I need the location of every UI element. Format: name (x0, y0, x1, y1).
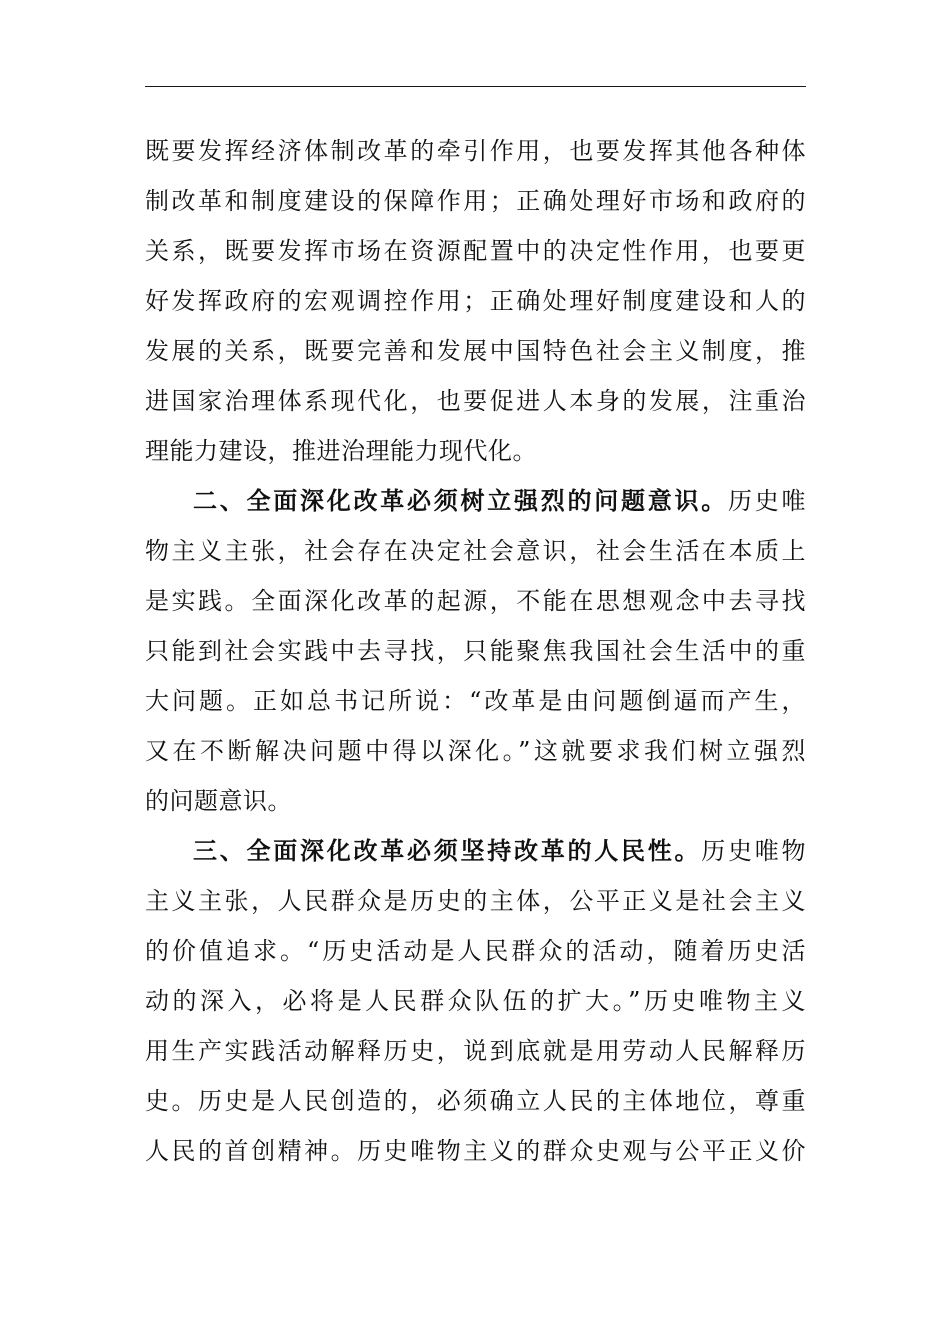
text-line: 又在不断解决问题中得以深化。”这就要求我们树立强烈 (145, 737, 806, 765)
text-line: 大问题。正如总书记所说：“改革是由问题倒逼而产生， (145, 687, 806, 715)
header-rule (145, 86, 806, 87)
paragraph-first-line (145, 826, 806, 876)
section-heading: 二、全面深化改革必须树立强烈的问题意识。 (193, 486, 728, 515)
text-line: 的问题意识。 (145, 787, 292, 815)
text-run: 历史唯 (728, 487, 806, 515)
text-line: 发展的关系，既要完善和发展中国特色社会主义制度，推 (145, 337, 806, 365)
text-line: 史。历史是人民创造的，必须确立人民的主体地位，尊重 (145, 1087, 806, 1115)
text-line: 好发挥政府的宏观调控作用；正确处理好制度建设和人的 (145, 287, 806, 315)
paragraph-3 (145, 826, 806, 1176)
text-line: 人民的首创精神。历史唯物主义的群众史观与公平正义价 (145, 1137, 806, 1165)
text-line: 理能力建设，推进治理能力现代化。 (145, 437, 537, 465)
text-line: 用生产实践活动解释历史，说到底就是用劳动人民解释历 (145, 1037, 806, 1065)
paragraph-1 (145, 126, 806, 476)
text-line: 物主义主张，社会存在决定社会意识，社会生活在本质上 (145, 537, 806, 565)
text-line: 制改革和制度建设的保障作用；正确处理好市场和政府的 (145, 187, 806, 215)
text-line: 既要发挥经济体制改革的牵引作用，也要发挥其他各种体 (145, 137, 806, 165)
section-heading: 三、全面深化改革必须坚持改革的人民性。 (193, 836, 702, 865)
text-run: 历史唯物 (701, 837, 806, 865)
paragraph-2 (145, 476, 806, 826)
text-line: 的价值追求。“历史活动是人民群众的活动，随着历史活 (145, 937, 806, 965)
text-line: 是实践。全面深化改革的起源，不能在思想观念中去寻找 (145, 587, 806, 615)
text-line: 主义主张，人民群众是历史的主体，公平正义是社会主义 (145, 887, 806, 915)
text-line: 只能到社会实践中去寻找，只能聚焦我国社会生活中的重 (145, 637, 806, 665)
text-line: 进国家治理体系现代化，也要促进人本身的发展，注重治 (145, 387, 806, 415)
text-line: 动的深入，必将是人民群众队伍的扩大。”历史唯物主义 (145, 987, 806, 1015)
body-text (145, 126, 806, 1176)
text-line: 关系，既要发挥市场在资源配置中的决定性作用，也要更 (145, 237, 806, 265)
paragraph-first-line (145, 476, 806, 526)
